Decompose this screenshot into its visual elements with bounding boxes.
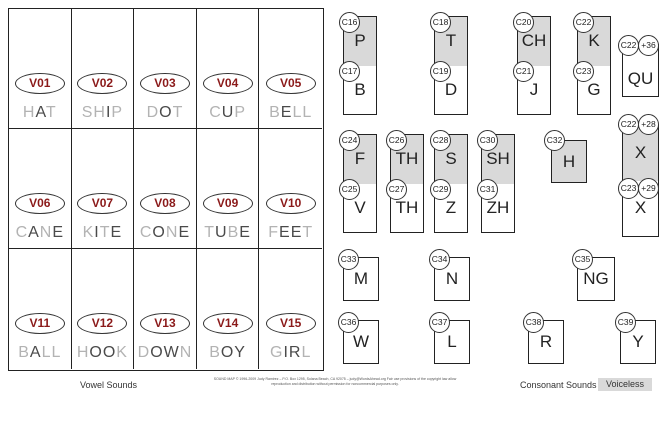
vowel-cell <box>259 249 322 369</box>
vowel-cell <box>197 9 260 129</box>
consonant-letter: Y <box>632 332 644 351</box>
consonant-letter: L <box>447 332 457 351</box>
vowel-example-word <box>72 344 134 362</box>
qu-code-badge: C22 <box>618 35 639 56</box>
word-letters: LL <box>292 104 313 121</box>
consonant-letter: B <box>354 79 366 99</box>
vowel-example-word <box>134 104 196 122</box>
consonant-code-badge: C28 <box>430 130 451 151</box>
vowel-cell <box>197 129 260 249</box>
consonant-letter: M <box>353 269 369 288</box>
vowel-cell <box>9 129 72 249</box>
word-letters: D <box>137 344 151 361</box>
vowel-cell <box>9 249 72 369</box>
vowel-example-word <box>259 104 322 122</box>
word-letters: A <box>29 344 42 361</box>
vowel-example-word <box>197 104 259 122</box>
vowel-code-badge: V12 <box>77 313 127 334</box>
vowel-cell <box>134 249 197 369</box>
word-letters: A <box>35 104 46 121</box>
consonant-letter: G <box>587 79 601 99</box>
consonant-code-badge: C36 <box>338 312 359 333</box>
word-letters: O <box>152 224 166 241</box>
word-letters: N <box>39 224 53 241</box>
vowel-cell <box>197 249 260 369</box>
word-letters: OO <box>89 344 117 361</box>
consonant-code-badge: C22 <box>573 12 594 33</box>
vowel-code-badge: V03 <box>140 73 190 94</box>
consonant-letter: T <box>435 17 467 66</box>
consonant-letter: NG <box>583 269 609 288</box>
consonant-sounds-label: Consonant Sounds <box>520 380 597 390</box>
word-letters: I <box>105 104 112 121</box>
vowel-cell <box>259 9 322 129</box>
word-letters: U <box>221 104 235 121</box>
consonant-code-badge: C33 <box>338 249 359 270</box>
consonant-code-badge: C34 <box>429 249 450 270</box>
word-letters: P <box>111 104 124 121</box>
word-letters: IR <box>283 344 302 361</box>
vowel-code-badge: V15 <box>266 313 316 334</box>
consonant-code-badge: C21 <box>513 61 534 82</box>
vowel-sounds-label: Vowel Sounds <box>80 380 138 390</box>
word-letters: K <box>116 344 128 361</box>
consonant-letter: W <box>352 332 370 351</box>
word-letters: LL <box>41 344 62 361</box>
word-letters: F <box>268 224 280 241</box>
consonant-code-badge: C27 <box>386 179 407 200</box>
consonant-code-badge: C18 <box>430 12 451 33</box>
x-voiced-code-badge: C23 <box>618 178 639 199</box>
word-letters: B <box>269 104 281 121</box>
word-letters: G <box>270 344 284 361</box>
word-letters: E <box>52 224 65 241</box>
consonant-code-badge: C39 <box>615 312 636 333</box>
x-voiceless-code-badge: C22 <box>618 114 639 135</box>
word-letters: E <box>178 224 191 241</box>
word-letters: B <box>227 224 240 241</box>
consonant-code-badge: C31 <box>477 179 498 200</box>
vowel-example-word <box>9 104 71 122</box>
word-letters: SH <box>81 104 106 121</box>
vowel-sounds-grid <box>8 8 324 371</box>
vowel-code-badge: V04 <box>203 73 253 94</box>
word-letters: L <box>301 344 312 361</box>
vowel-example-word <box>134 344 196 362</box>
copyright-notice: SOUND MAP © 1996-2009 Judy Ramirez – P.O. Box 1295, Solana Beach, CA 92075 – judy@WordsAhead.org Fair use provisions of the copyright law allow reproduction and distribution without permission for noncommercial purposes only. <box>213 377 457 386</box>
word-letters: T <box>172 104 184 121</box>
word-letters: T <box>99 224 111 241</box>
consonant-code-badge: C24 <box>339 130 360 151</box>
consonant-letter: V <box>354 197 366 217</box>
vowel-cell <box>72 9 135 129</box>
consonant-code-badge: C25 <box>339 179 360 200</box>
vowel-code-badge: V13 <box>140 313 190 334</box>
x-voiced-code-badge-extra: +29 <box>638 178 659 199</box>
word-letters: K <box>82 224 95 241</box>
word-letters: I <box>94 224 100 241</box>
word-letters: U <box>215 224 228 241</box>
word-letters: EE <box>279 224 303 241</box>
word-letters: N <box>165 224 179 241</box>
vowel-code-badge: V05 <box>266 73 316 94</box>
consonant-code-badge: C38 <box>523 312 544 333</box>
consonant-letter: J <box>529 79 539 99</box>
word-letters: N <box>179 344 193 361</box>
vowel-cell <box>134 129 197 249</box>
consonant-code-badge: C16 <box>339 12 360 33</box>
consonant-letter: P <box>344 17 376 66</box>
word-letters: O <box>159 104 173 121</box>
voiceless-legend: Voiceless <box>598 378 652 391</box>
vowel-code-badge: V14 <box>203 313 253 334</box>
vowel-example-word <box>134 224 196 242</box>
consonant-code-badge: C35 <box>572 249 593 270</box>
consonant-letter: D <box>444 79 458 99</box>
word-letters: T <box>302 224 314 241</box>
word-letters: B <box>18 344 30 361</box>
vowel-example-word <box>259 224 322 242</box>
consonant-letter: QU <box>627 69 654 88</box>
word-letters: E <box>280 104 293 121</box>
consonant-code-badge: C26 <box>386 130 407 151</box>
consonant-letter: S <box>435 135 467 184</box>
consonant-letter: R <box>539 332 553 351</box>
word-letters: A <box>28 224 40 241</box>
qu-code-badge-extra: +36 <box>638 35 659 56</box>
word-letters: T <box>204 224 216 241</box>
vowel-code-badge: V06 <box>15 193 65 214</box>
vowel-code-badge: V02 <box>77 73 127 94</box>
consonant-letter: H <box>562 151 576 171</box>
consonant-code-badge: C19 <box>430 61 451 82</box>
consonant-code-badge: C29 <box>430 179 451 200</box>
word-letters: OW <box>150 344 180 361</box>
vowel-example-word <box>259 344 322 362</box>
consonant-code-badge: C32 <box>544 130 565 151</box>
vowel-code-badge: V07 <box>77 193 127 214</box>
consonant-letter: X <box>623 125 658 181</box>
vowel-cell <box>9 9 72 129</box>
vowel-code-badge: V11 <box>15 313 65 334</box>
consonant-letter: Z <box>445 197 457 217</box>
word-letters: B <box>209 344 221 361</box>
consonant-letter: ZH <box>486 197 510 217</box>
word-letters: H <box>22 104 36 121</box>
consonant-code-badge: C20 <box>513 12 534 33</box>
vowel-example-word <box>72 104 134 122</box>
vowel-code-badge: V08 <box>140 193 190 214</box>
word-letters: C <box>15 224 29 241</box>
vowel-code-badge: V09 <box>203 193 253 214</box>
consonant-letter: X <box>634 198 647 218</box>
consonant-letter: F <box>344 135 376 184</box>
word-letters: P <box>234 104 246 121</box>
vowel-example-word <box>197 344 259 362</box>
word-letters: C <box>209 104 222 121</box>
vowel-example-word <box>197 224 259 242</box>
vowel-example-word <box>9 344 71 362</box>
vowel-code-badge: V01 <box>15 73 65 94</box>
consonant-letter: TH <box>391 135 423 184</box>
consonant-code-badge: C37 <box>429 312 450 333</box>
vowel-code-badge: V10 <box>266 193 316 214</box>
vowel-example-word <box>9 224 71 242</box>
word-letters: E <box>239 224 251 241</box>
consonant-code-badge: C17 <box>339 61 360 82</box>
vowel-cell <box>72 129 135 249</box>
consonant-letter: N <box>445 269 459 288</box>
vowel-example-word <box>72 224 134 242</box>
consonant-letter: TH <box>395 197 419 217</box>
consonant-letter: K <box>578 17 610 66</box>
word-letters: OY <box>220 344 246 361</box>
word-letters: T <box>45 104 57 121</box>
vowel-cell <box>134 9 197 129</box>
consonant-code-badge: C23 <box>573 61 594 82</box>
word-letters: E <box>110 224 123 241</box>
vowel-cell <box>259 129 322 249</box>
word-letters: H <box>76 344 90 361</box>
word-letters: D <box>146 104 160 121</box>
consonant-letter: CH <box>518 17 550 66</box>
consonant-letter: SH <box>482 135 514 184</box>
x-voiceless-code-badge-extra: +28 <box>638 114 659 135</box>
word-letters: C <box>139 224 153 241</box>
consonant-code-badge: C30 <box>477 130 498 151</box>
vowel-cell <box>72 249 135 369</box>
